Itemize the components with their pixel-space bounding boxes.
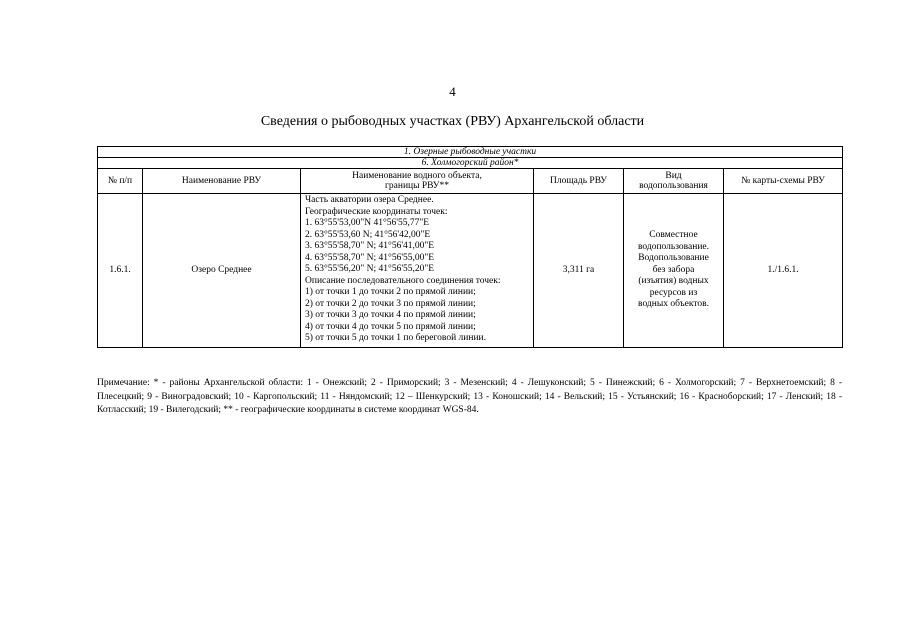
cell-map: 1./1.6.1. <box>724 194 843 348</box>
cell-description: Часть акватории озера Среднее. Географические координаты точек: 1. 63°55'53,00"N 41°56'55,77"E 2. 63°55'53,60 N; 41°56'42,00"E 3. 63°55'58,70" N; 41°56'41,00"E 4. 63°55'58,70" N; 41°56'55,00"E 5. 63°55'56,20" N; 41°56'55,20"E Описание последовательного соединения точек: 1) от точки 1 до точки 2 по прямой линии; 2) от точки 2 до точки 3 по прямой линии; 3) от точки 3 до точки 4 по прямой линии; 4) от точки 4 до точки 5 по прямой линии; 5) от точки 5 до точки 1 по береговой линии. <box>301 194 534 348</box>
footnote: Примечание: * - районы Архангельской области: 1 - Онежский; 2 - Приморский; 3 - Мезенский; 4 - Лешуконский; 5 - Пинежский; 6 - Холмогорский; 7 - Верхнетоемский; 8 - Плесецкий; 9 - Виноградовский; 10 - Каргопольский; 11 - Няндомский; 12 – Шенкурский; 13 - Коношский; 14 - Вельский; 15 - Устьянский; 16 - Красноборский; 17 - Ленский; 18 - Котласский; 19 - Вилегодский; ** - географические координаты в системе координат WGS-84. <box>97 378 842 415</box>
subsection-row <box>98 158 843 169</box>
document-title: Сведения о рыбоводных участках (РВУ) Архангельской области <box>260 114 645 129</box>
subsection-heading: 6. Холмогорский район* <box>98 158 843 169</box>
header-area: Площадь РВУ <box>534 169 624 194</box>
header-name: Наименование РВУ <box>143 169 301 194</box>
header-usage: Вид водопользования <box>624 169 724 194</box>
cell-usage: Совместное водопользование. Водопользование без забора (изъятия) водных ресурсов из водных объектов. <box>624 194 724 348</box>
header-map: № карты-схемы РВУ <box>724 169 843 194</box>
cell-area: 3,311 га <box>534 194 624 348</box>
page-number: 4 <box>449 84 456 99</box>
table-header-row <box>98 169 843 194</box>
table-row <box>98 194 843 348</box>
section-row <box>98 147 843 158</box>
cell-name: Озеро Среднее <box>143 194 301 348</box>
header-num: № п/п <box>98 169 143 194</box>
section-heading: 1. Озерные рыбоводные участки <box>98 147 843 158</box>
header-water-object: Наименование водного объекта, границы РВУ** <box>301 169 534 194</box>
rvu-table <box>97 146 843 348</box>
cell-num: 1.6.1. <box>98 194 143 348</box>
